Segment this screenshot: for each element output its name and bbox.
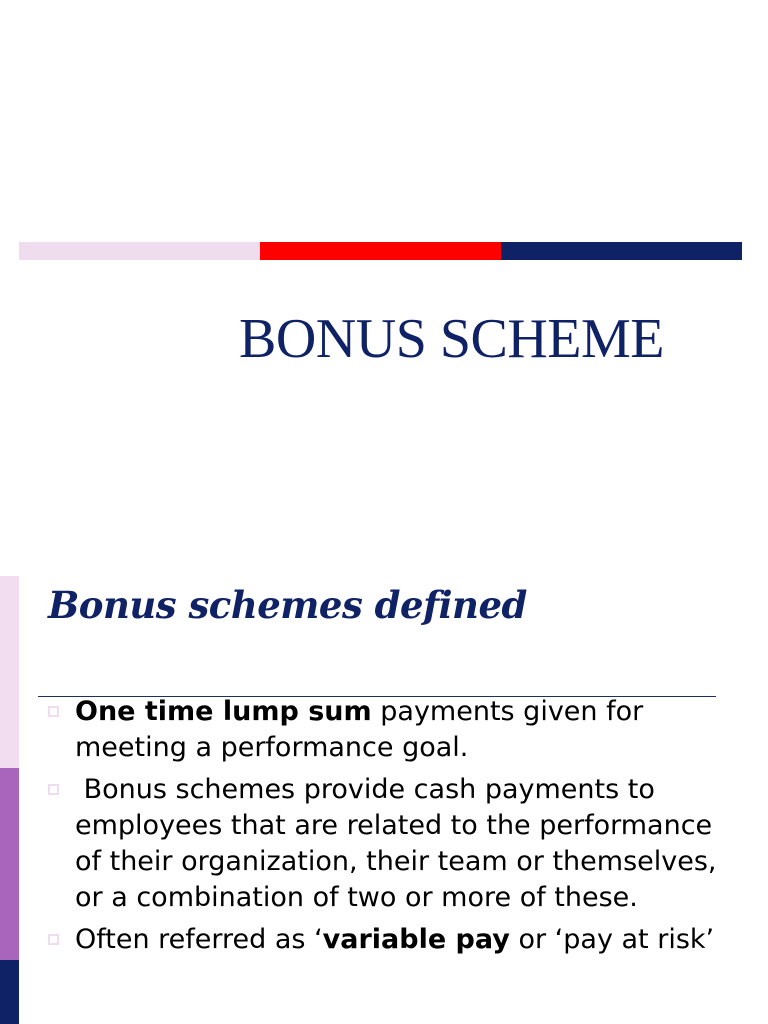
accent-bar-red <box>260 242 501 260</box>
square-bullet-icon <box>48 784 59 795</box>
bullet-bold-text: One time lump sum <box>75 696 372 727</box>
slide-title: BONUS SCHEME <box>239 308 664 370</box>
side-bar-purple <box>0 768 19 960</box>
bullet-text: payments given for meeting a performance goal. <box>75 696 644 763</box>
side-bar-navy <box>0 960 19 1024</box>
list-item <box>46 694 746 766</box>
accent-bar-navy <box>501 242 742 260</box>
bullet-text: or ‘pay at risk’ <box>509 924 715 955</box>
bullet-list <box>46 694 746 964</box>
list-item <box>46 922 746 958</box>
square-bullet-icon <box>48 706 59 717</box>
bullet-text: Bonus schemes provide cash payments to employees that are related to the performance of their organization, their team or themselves, or a combination of two or more of these. <box>75 774 726 913</box>
bullet-bold-text: variable pay <box>322 924 510 955</box>
slide-heading: Bonus schemes defined <box>48 583 527 627</box>
accent-bar-pink <box>19 242 260 260</box>
list-item <box>46 772 746 916</box>
square-bullet-icon <box>48 934 59 945</box>
side-bar-pink <box>0 576 19 768</box>
bullet-text: Often referred as ‘ <box>75 924 323 955</box>
